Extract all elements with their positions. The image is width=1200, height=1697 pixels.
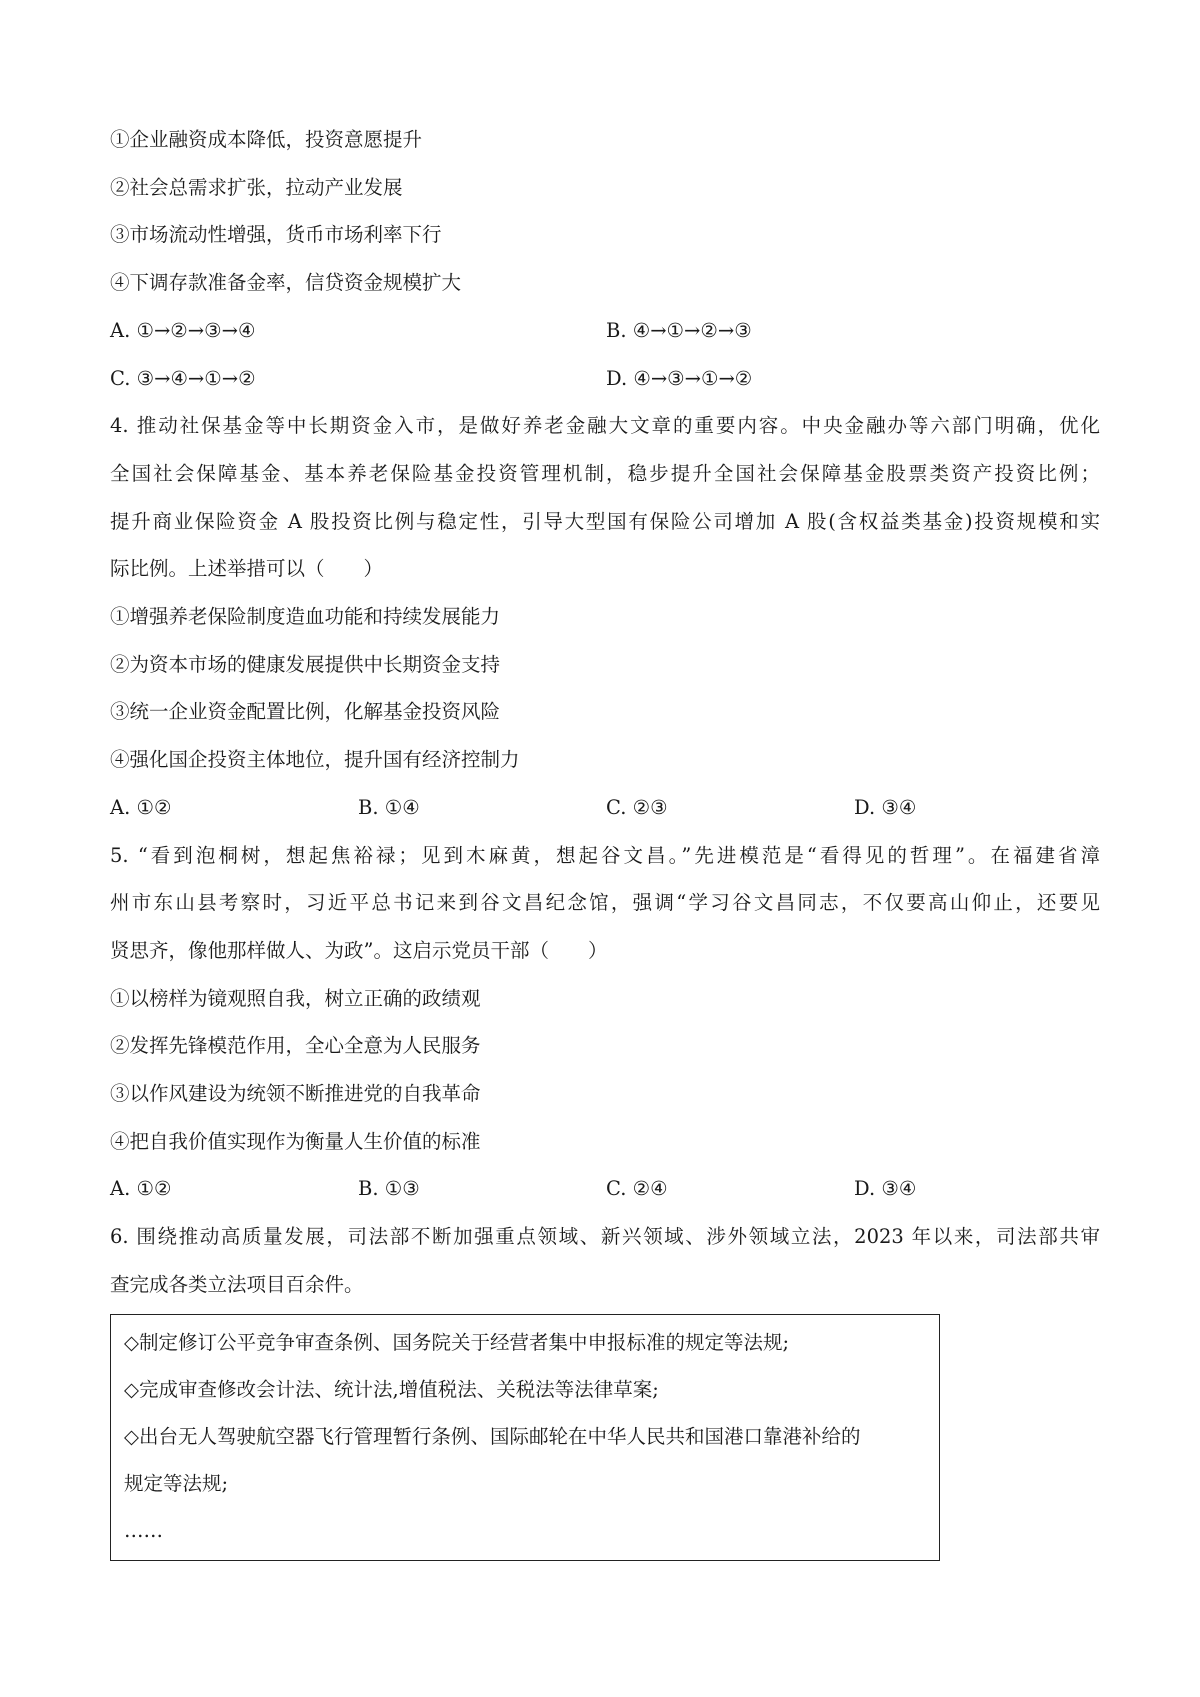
q4-stem-line-4: 际比例。上述举措可以（ ） xyxy=(110,557,384,581)
q4-stem-line-1: 4. 推动社保基金等中长期资金入市，是做好养老金融大文章的重要内容。中央金融办等六部门明确，优化 xyxy=(110,414,1100,438)
question-6 xyxy=(110,1213,1100,1560)
q4-stem-line-2: 全国社会保障基金、基本养老保险基金投资管理机制，稳步提升全国社会保障基金股票类资产投资比例； xyxy=(110,461,1100,485)
q3-item-3: ③市场流动性增强，货币市场利率下行 xyxy=(110,223,442,247)
q5-option-a[interactable]: A. ①② xyxy=(110,1177,172,1201)
q6-stem-line-1: 6. 围绕推动高质量发展，司法部不断加强重点领域、新兴领域、涉外领域立法，2023 年以来，司法部共审 xyxy=(110,1225,1100,1249)
q6-box-line-5: …… xyxy=(124,1518,163,1542)
q3-item-4: ④下调存款准备金率，信贷资金规模扩大 xyxy=(110,271,462,295)
q5-stem-line-2: 州市东山县考察时，习近平总书记来到谷文昌纪念馆，强调“学习谷文昌同志，不仅要高山仰止，还要见 xyxy=(110,891,1100,915)
q6-box-line-1: ◇制定修订公平竞争审查条例、国务院关于经营者集中申报标准的规定等法规; xyxy=(124,1330,790,1354)
q5-item-4: ④把自我价值实现作为衡量人生价值的标准 xyxy=(110,1129,481,1153)
q4-item-2: ②为资本市场的健康发展提供中长期资金支持 xyxy=(110,652,501,676)
question-3 xyxy=(110,116,1100,402)
q6-box-line-3: ◇出台无人驾驶航空器飞行管理暂行条例、国际邮轮在中华人民共和国港口靠港补给的 xyxy=(124,1424,861,1448)
q4-option-a[interactable]: A. ①② xyxy=(110,795,172,819)
q5-options xyxy=(110,1165,1100,1213)
q4-item-1: ①增强养老保险制度造血功能和持续发展能力 xyxy=(110,605,501,629)
q3-option-a[interactable]: A. ①→②→③→④ xyxy=(110,318,256,342)
exam-page xyxy=(110,116,1100,1561)
q5-option-d[interactable]: D. ③④ xyxy=(854,1177,917,1201)
q4-stem-line-3: 提升商业保险资金 A 股投资比例与稳定性，引导大型国有保险公司增加 A 股(含权益类基金)投资规模和实 xyxy=(110,509,1100,533)
q5-option-b[interactable]: B. ①③ xyxy=(358,1177,420,1201)
q5-stem-line-3: 贤思齐，像他那样做人、为政”。这启示党员干部（ ） xyxy=(110,938,608,962)
q3-option-c[interactable]: C. ③→④→①→② xyxy=(110,366,256,390)
q4-item-4: ④强化国企投资主体地位，提升国有经济控制力 xyxy=(110,748,520,772)
q5-option-c[interactable]: C. ②④ xyxy=(606,1177,668,1201)
q6-material-box xyxy=(110,1314,940,1561)
q5-stem-line-1: 5. “看到泡桐树，想起焦裕禄；见到木麻黄，想起谷文昌。”先进模范是“看得见的哲理”。在福建省漳 xyxy=(110,843,1100,867)
q4-item-3: ③统一企业资金配置比例，化解基金投资风险 xyxy=(110,700,501,724)
q5-item-3: ③以作风建设为统领不断推进党的自我革命 xyxy=(110,1082,481,1106)
q3-item-2: ②社会总需求扩张，拉动产业发展 xyxy=(110,175,403,199)
q3-options xyxy=(110,307,1100,402)
q4-options xyxy=(110,784,1100,832)
q6-box-line-4: 规定等法规; xyxy=(124,1471,229,1495)
q5-item-2: ②发挥先锋模范作用，全心全意为人民服务 xyxy=(110,1034,481,1058)
q3-option-d[interactable]: D. ④→③→①→② xyxy=(606,366,753,390)
q3-option-b[interactable]: B. ④→①→②→③ xyxy=(606,318,752,342)
q6-box-line-2: ◇完成审查修改会计法、统计法,增值税法、关税法等法律草案; xyxy=(124,1377,659,1401)
q4-option-d[interactable]: D. ③④ xyxy=(854,795,917,819)
q3-item-1: ①企业融资成本降低，投资意愿提升 xyxy=(110,128,423,151)
q4-option-c[interactable]: C. ②③ xyxy=(606,795,668,819)
q6-stem-line-2: 查完成各类立法项目百余件。 xyxy=(110,1272,364,1296)
question-4 xyxy=(110,402,1100,831)
q5-item-1: ①以榜样为镜观照自我，树立正确的政绩观 xyxy=(110,986,481,1010)
question-5 xyxy=(110,832,1100,1214)
q4-option-b[interactable]: B. ①④ xyxy=(358,795,420,819)
